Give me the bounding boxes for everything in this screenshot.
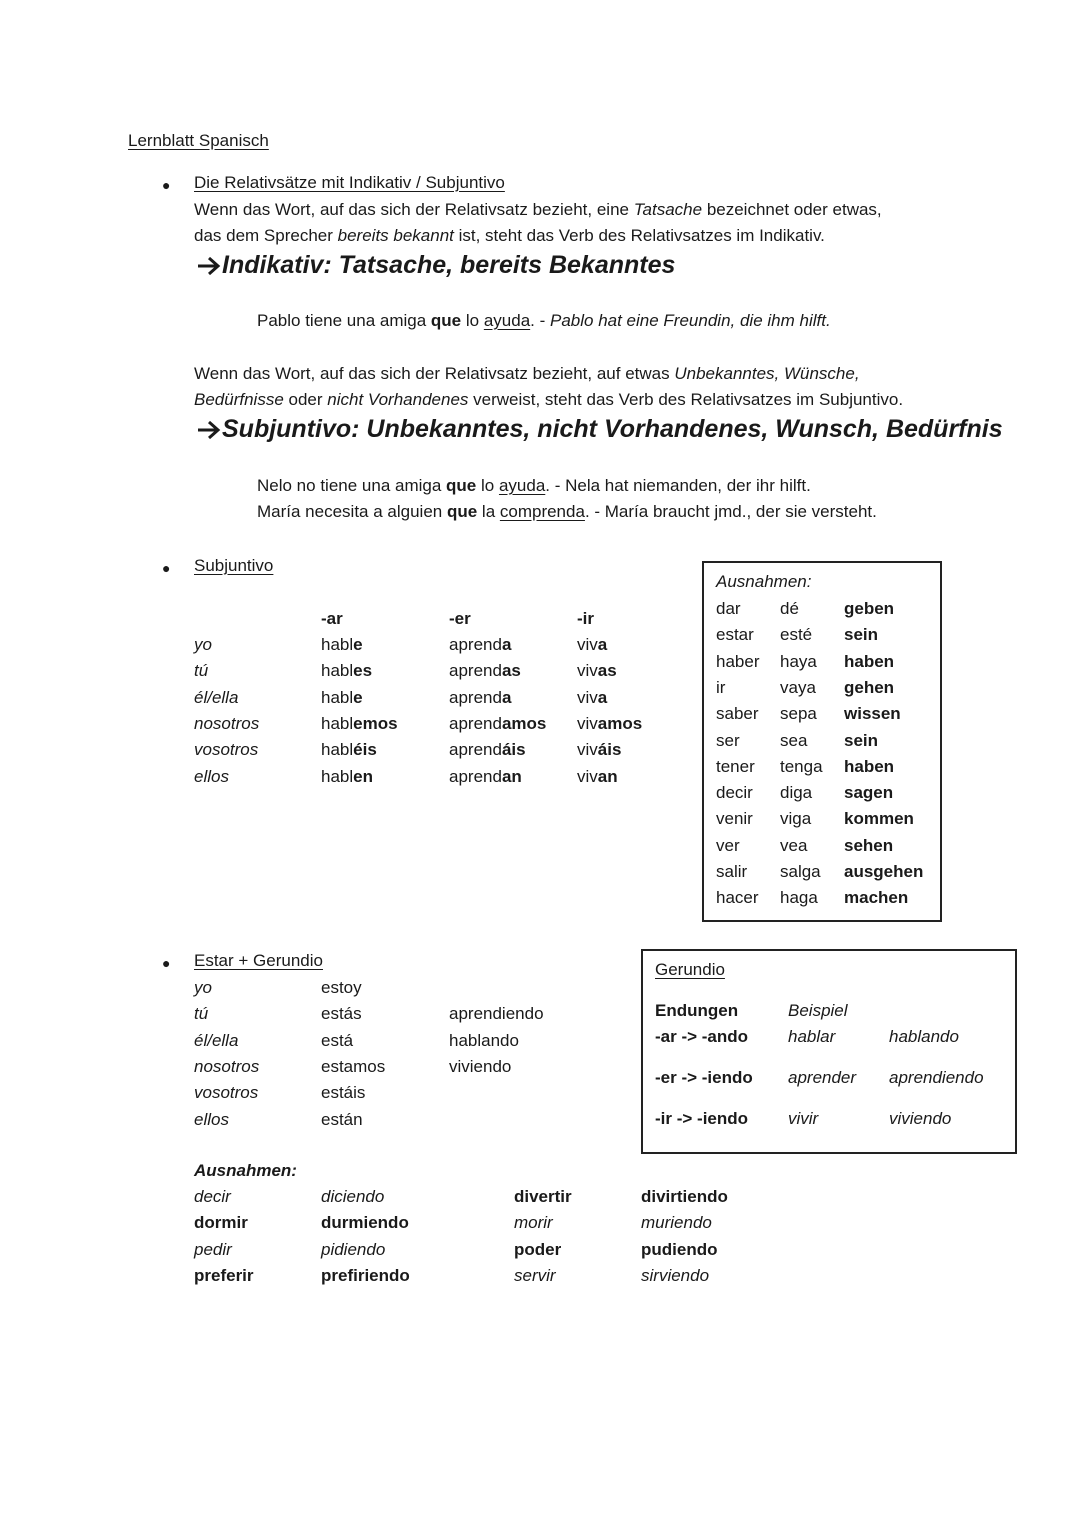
column-header: -ar (321, 609, 343, 628)
exception-translation: wissen (844, 704, 901, 724)
exception-infinitive: preferir (194, 1265, 254, 1285)
pronoun: él/ella (194, 1030, 239, 1050)
paragraph-line: das dem Sprecher bereits bekannt ist, steht das Verb des Relativsatzes im Indikativ. (194, 226, 825, 245)
exception-infinitive: estar (716, 625, 754, 645)
conjugation-er: aprendamos (449, 713, 547, 733)
conjugation-ar: habléis (321, 740, 377, 760)
exception-translation: sagen (844, 783, 894, 803)
exception-infinitive: venir (716, 809, 753, 829)
pronoun: nosotros (194, 1056, 260, 1076)
example-sentence: María necesita a alguien que la comprenda. - María braucht jmd., der sie versteht. (257, 502, 877, 521)
example-sentence: Nelo no tiene una amiga que lo ayuda. - Nela hat niemanden, der ihr hilft. (257, 476, 811, 495)
gerundio-form: viviendo (889, 1109, 952, 1128)
conjugation-er: aprendas (449, 661, 521, 681)
exception-infinitive: divertir (514, 1187, 572, 1206)
section-heading-relativsaetze: Die Relativsätze mit Indikativ / Subjuntivo (194, 173, 505, 192)
exceptions-title: Ausnahmen: (716, 572, 812, 591)
gerundio-infinitive: hablar (788, 1027, 836, 1046)
arrow-summary-subjuntivo: Subjuntivo: Unbekanntes, nicht Vorhandenes, Wunsch, Bedürfnis (196, 415, 1003, 446)
conjugation-er: aprendan (449, 766, 522, 786)
exception-subjuntivo: diga (780, 783, 813, 803)
exception-subjuntivo: sea (780, 730, 808, 750)
estar-form: están (321, 1109, 363, 1129)
conjugation-ir: vivamos (577, 713, 643, 733)
arrow-right-icon (196, 255, 222, 282)
paragraph-line: Bedürfnisse oder nicht Vorhandenes verweist, steht das Verb des Relativsatzes im Subjuntivo. (194, 390, 904, 409)
exception-infinitive: saber (716, 704, 759, 724)
conjugation-ar: hable (321, 635, 363, 654)
exception-infinitive: decir (194, 1187, 231, 1206)
exception-subjuntivo: vaya (780, 677, 816, 697)
exception-subjuntivo: esté (780, 625, 813, 645)
conjugation-er: aprenda (449, 687, 512, 707)
estar-form: estoy (321, 978, 362, 997)
exception-infinitive: decir (716, 783, 753, 803)
estar-form: estáis (321, 1083, 366, 1103)
pronoun: nosotros (194, 713, 260, 733)
exception-gerundio: divirtiendo (641, 1187, 728, 1206)
exception-infinitive: ver (716, 835, 740, 855)
gerundio-infinitive: vivir (788, 1109, 819, 1128)
conjugation-ar: hables (321, 661, 373, 681)
pronoun: tú (194, 1004, 209, 1024)
exception-infinitive: dormir (194, 1213, 248, 1233)
exception-gerundio: durmiendo (321, 1213, 409, 1233)
exception-subjuntivo: haga (780, 888, 818, 908)
example-sentence: Pablo tiene una amiga que lo ayuda. - Pablo hat eine Freundin, die ihm hilft. (257, 311, 831, 330)
subjuntivo-exceptions-box (702, 561, 942, 922)
exception-subjuntivo: vea (780, 835, 808, 855)
gerundio-col-beispiel: Beispiel (788, 1001, 848, 1020)
conjugation-ar: hable (321, 687, 363, 707)
column-header: -ir (577, 609, 594, 628)
exception-gerundio: prefiriendo (321, 1265, 410, 1285)
exception-infinitive: dar (716, 599, 741, 618)
estar-form: está (321, 1030, 354, 1050)
conjugation-ar: hablemos (321, 713, 398, 733)
exception-subjuntivo: tenga (780, 756, 823, 776)
gerundio-col-endungen: Endungen (655, 1001, 739, 1020)
gerundio-box-title: Gerundio (655, 960, 725, 979)
conjugation-er: aprenda (449, 635, 512, 654)
exception-infinitive: pedir (194, 1239, 232, 1259)
exception-infinitive: hacer (716, 888, 759, 908)
column-header: -er (449, 609, 471, 628)
conjugation-ar: hablen (321, 766, 373, 786)
exception-subjuntivo: salga (780, 862, 821, 881)
gerundio-ending: -ar -> -ando (655, 1027, 749, 1046)
section-heading-gerundio: Estar + Gerundio (194, 951, 323, 970)
conjugation-ir: viváis (577, 740, 622, 760)
exception-subjuntivo: sepa (780, 704, 817, 724)
exception-gerundio: pudiendo (641, 1239, 718, 1259)
pronoun: ellos (194, 766, 229, 786)
paragraph-line: Wenn das Wort, auf das sich der Relativsatz bezieht, eine Tatsache bezeichnet oder etwas, (194, 200, 882, 219)
pronoun: yo (194, 635, 212, 654)
pronoun: él/ella (194, 687, 239, 707)
gerundio-ending: -ir -> -iendo (655, 1109, 749, 1128)
conjugation-er: aprendáis (449, 740, 526, 760)
pronoun: yo (194, 978, 212, 997)
pronoun: tú (194, 661, 209, 681)
exception-infinitive: salir (716, 862, 748, 881)
gerundio-example: viviendo (449, 1056, 512, 1076)
bullet-icon: ● (162, 177, 171, 193)
exception-gerundio: muriendo (641, 1213, 712, 1233)
exception-infinitive: servir (514, 1265, 556, 1285)
pronoun: vosotros (194, 740, 259, 760)
conjugation-ir: vivan (577, 766, 618, 786)
bullet-icon: ● (162, 955, 171, 971)
exception-gerundio: pidiendo (321, 1239, 386, 1259)
exception-translation: sein (844, 730, 879, 750)
exception-infinitive: haber (716, 651, 760, 671)
conjugation-ir: viva (577, 687, 608, 707)
gerundio-infinitive: aprender (788, 1068, 857, 1087)
exception-translation: haben (844, 651, 895, 671)
gerundio-box (641, 949, 1017, 1154)
exception-subjuntivo: haya (780, 651, 817, 671)
exception-translation: machen (844, 888, 909, 908)
gerundio-ending: -er -> -iendo (655, 1068, 753, 1087)
exception-subjuntivo: viga (780, 809, 812, 829)
gerundio-example: hablando (449, 1030, 519, 1050)
conjugation-ir: viva (577, 635, 608, 654)
exception-infinitive: ser (716, 730, 740, 750)
gerundio-form: hablando (889, 1027, 959, 1046)
estar-form: estás (321, 1004, 362, 1024)
exception-translation: sein (844, 625, 879, 645)
exception-translation: geben (844, 599, 895, 618)
exception-translation: ausgehen (844, 862, 924, 881)
exception-infinitive: poder (514, 1239, 562, 1259)
exception-translation: kommen (844, 809, 914, 829)
exception-translation: sehen (844, 835, 894, 855)
section-heading-subjuntivo: Subjuntivo (194, 556, 274, 575)
gerundio-form: aprendiendo (889, 1068, 984, 1087)
exception-translation: gehen (844, 677, 895, 697)
exception-subjuntivo: dé (780, 599, 799, 618)
exception-infinitive: tener (716, 756, 755, 776)
estar-form: estamos (321, 1056, 386, 1076)
exception-gerundio: diciendo (321, 1187, 385, 1206)
pronoun: vosotros (194, 1083, 259, 1103)
exception-infinitive: ir (716, 677, 726, 697)
pronoun: ellos (194, 1109, 229, 1129)
paragraph-line: Wenn das Wort, auf das sich der Relativsatz bezieht, auf etwas Unbekanntes, Wünsche, (194, 364, 860, 383)
arrow-right-icon (196, 419, 222, 446)
arrow-summary-indikativ: Indikativ: Tatsache, bereits Bekanntes (196, 251, 675, 282)
conjugation-ir: vivas (577, 661, 617, 681)
exception-translation: haben (844, 756, 895, 776)
exception-gerundio: sirviendo (641, 1265, 710, 1285)
page-title: Lernblatt Spanisch (128, 131, 269, 150)
gerundio-example: aprendiendo (449, 1004, 544, 1024)
exception-infinitive: morir (514, 1213, 553, 1233)
gerundio-exceptions-title: Ausnahmen: (194, 1161, 297, 1180)
bullet-icon: ● (162, 560, 171, 576)
